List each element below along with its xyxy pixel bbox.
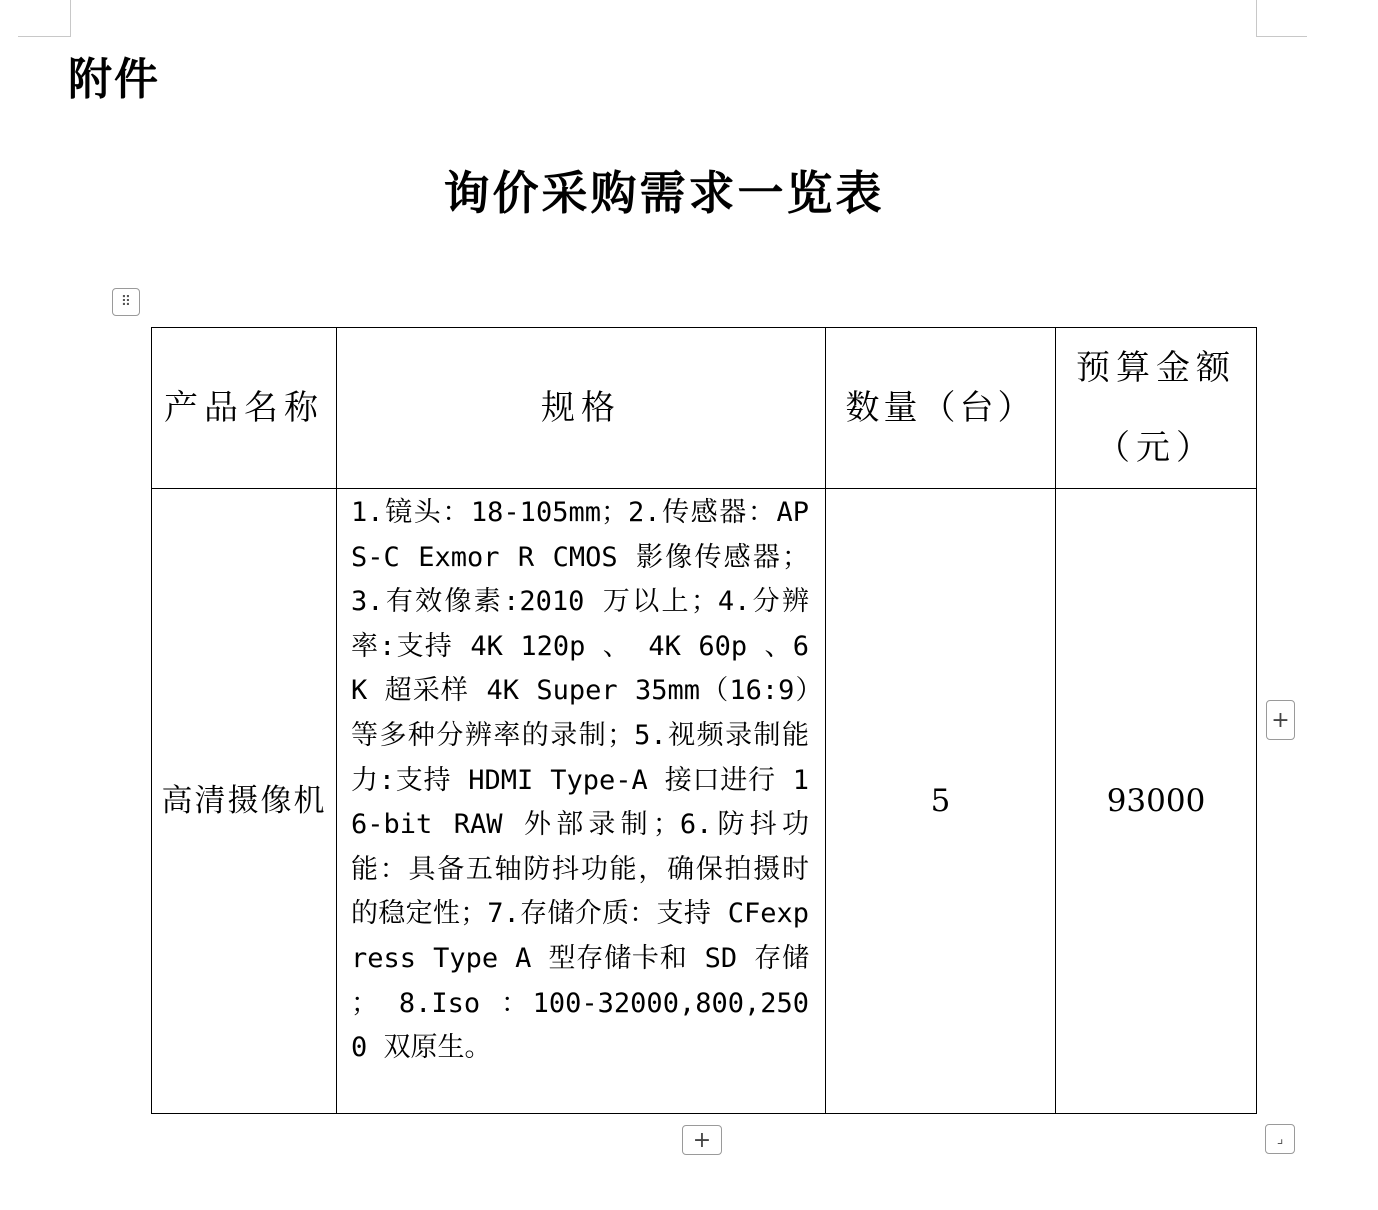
table-header-row bbox=[152, 328, 1257, 489]
header-spec[interactable]: 规格 bbox=[337, 328, 826, 489]
cell-spec[interactable]: 1.镜头：18-105mm；2.传感器：APS-C Exmor R CMOS 影像传感器；3.有效像素:2010 万以上；4.分辨率:支持 4K 120p 、 4K 60p 、6K 超采样 4K Super 35mm（16:9）等多种分辨率的录制；5.视频录制能力:支持 HDMI Type-A 接口进行 16-bit RAW 外部录制；6.防抖功能：具备五轴防抖功能，确保拍摄时的稳定性；7.存储介质：支持 CFexpress Type A 型存储卡和 SD 存储 ； 8.Iso ：100-32000,800,2500 双原生。 bbox=[337, 489, 826, 1114]
requirements-table bbox=[151, 327, 1257, 1114]
table-resize-handle[interactable] bbox=[1265, 1124, 1295, 1154]
cell-product-name[interactable]: 高清摄像机 bbox=[152, 489, 337, 1114]
plus-icon: + bbox=[692, 1127, 712, 1153]
move-grid-icon: ⠿ bbox=[120, 294, 132, 310]
add-row-button[interactable] bbox=[682, 1125, 722, 1155]
page-corner-mark-top-right bbox=[1256, 0, 1307, 37]
resize-corner-icon: ⌟ bbox=[1276, 1131, 1284, 1147]
page-title: 询价采购需求一览表 bbox=[443, 166, 885, 220]
plus-icon: + bbox=[1271, 707, 1290, 733]
attachment-label: 附件 bbox=[68, 54, 160, 105]
table-move-handle[interactable] bbox=[112, 288, 140, 316]
header-budget[interactable]: 预算金额（元） bbox=[1056, 328, 1257, 489]
page-corner-mark-top-left bbox=[18, 0, 71, 37]
table-row bbox=[152, 489, 1257, 1114]
cell-quantity[interactable]: 5 bbox=[826, 489, 1056, 1114]
header-product-name[interactable]: 产品名称 bbox=[152, 328, 337, 489]
header-quantity[interactable]: 数量（台） bbox=[826, 328, 1056, 489]
add-column-button[interactable] bbox=[1266, 700, 1295, 740]
cell-budget[interactable]: 93000 bbox=[1056, 489, 1257, 1114]
